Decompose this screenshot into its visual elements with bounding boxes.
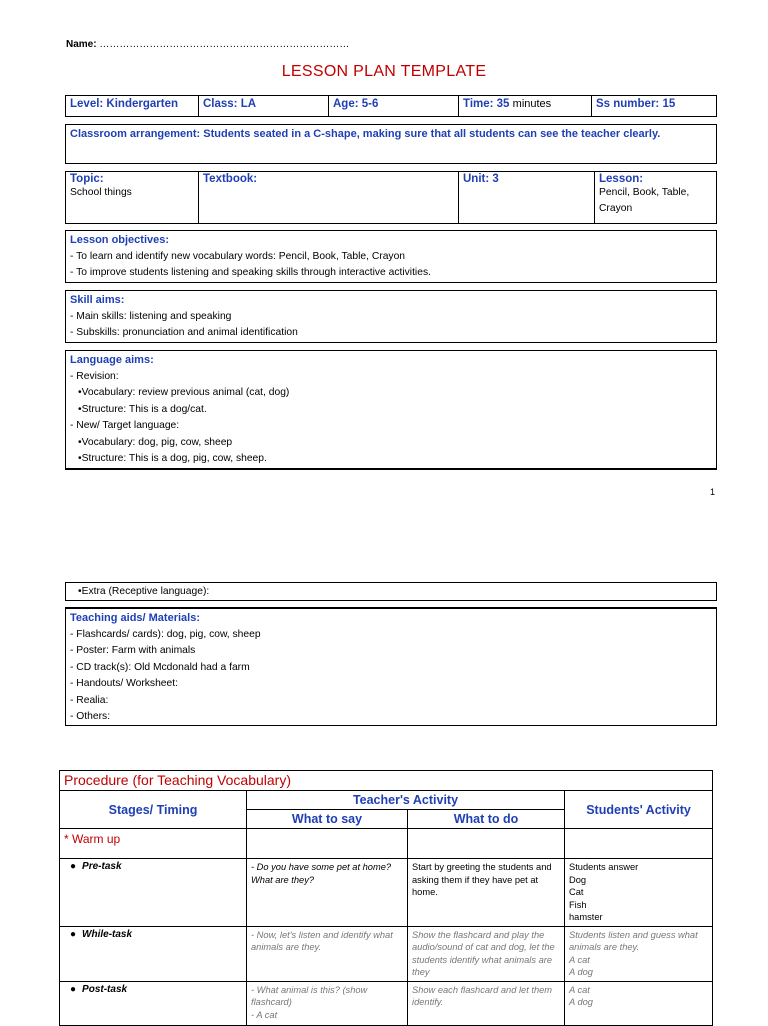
ss-number-cell: Ss number: 15 bbox=[596, 98, 676, 110]
unit-cell bbox=[459, 172, 595, 223]
info-row bbox=[65, 95, 717, 117]
language-aims-box bbox=[65, 350, 717, 470]
do-cell: Start by greeting the students and asking them if they have pet at home. bbox=[408, 859, 565, 927]
students-cell bbox=[565, 981, 713, 1025]
revision-vocab: •Vocabulary: review previous animal (cat, dog) bbox=[78, 387, 290, 398]
material-item: - Poster: Farm with animals bbox=[70, 645, 196, 656]
new-target-label: - New/ Target language: bbox=[70, 420, 180, 431]
level-cell: Level: Kindergarten bbox=[66, 96, 199, 116]
students-cell bbox=[565, 859, 713, 927]
classroom-box bbox=[65, 124, 717, 164]
extra-item: •Extra (Receptive language): bbox=[78, 586, 210, 597]
skill-item: - Main skills: listening and speaking bbox=[70, 310, 232, 322]
time-unit: minutes bbox=[512, 98, 552, 110]
textbook-cell bbox=[199, 172, 459, 223]
language-aims-label: Language aims: bbox=[70, 354, 154, 366]
material-item: - CD track(s): Old Mcdonald had a farm bbox=[70, 661, 250, 673]
do-cell: Show the flashcard and play the audio/sound of cat and dog, let the students identify what animals are they bbox=[408, 926, 565, 981]
say-line: - What animal is this? (show flashcard) bbox=[251, 984, 368, 1007]
revision-vocab-text: Vocabulary: review previous animal (cat, dog) bbox=[81, 387, 290, 398]
table-row bbox=[60, 926, 713, 981]
skill-aims-label: Skill aims: bbox=[70, 294, 125, 306]
lesson-cell bbox=[595, 172, 716, 223]
stage-cell: ● Post-task bbox=[60, 981, 247, 1025]
time-cell bbox=[459, 96, 592, 116]
textbook-label: Textbook: bbox=[203, 173, 258, 185]
student-line: A cat bbox=[569, 954, 590, 965]
student-line: Students answer bbox=[569, 862, 639, 872]
student-line: A dog bbox=[569, 997, 593, 1007]
lesson-value: Pencil, Book, Table, Crayon bbox=[599, 187, 690, 214]
topic-value: School things bbox=[70, 187, 132, 198]
materials-box bbox=[65, 607, 717, 726]
students-cell bbox=[565, 926, 713, 981]
revision-structure: •Structure: This is a dog/cat. bbox=[78, 403, 207, 415]
material-item: - Flashcards/ cards): dog, pig, cow, sheep bbox=[70, 628, 261, 640]
stages-header: Stages/ Timing bbox=[60, 791, 247, 829]
stage-label: While-task bbox=[82, 928, 133, 940]
revision-structure-text: Structure: This is a dog/cat. bbox=[81, 403, 207, 415]
student-line: hamster bbox=[569, 912, 603, 922]
what-to-do-header: What to do bbox=[408, 810, 565, 829]
teacher-activity-header: Teacher's Activity bbox=[247, 791, 565, 810]
revision-label: - Revision: bbox=[70, 370, 119, 382]
student-line: Students listen and guess what animals are they. bbox=[569, 929, 698, 952]
class-cell: Class: LA bbox=[199, 96, 329, 116]
classroom-arrangement: Classroom arrangement: Students seated in a C-shape, making sure that all students can see the teacher clearly. bbox=[70, 128, 661, 140]
name-dots: ………………………………………………………………… bbox=[99, 39, 350, 50]
materials-label: Teaching aids/ Materials: bbox=[70, 612, 201, 624]
new-structure: •Structure: This is a dog, pig, cow, sheep. bbox=[78, 453, 267, 464]
new-vocab-text: Vocabulary: dog, pig, cow, sheep bbox=[81, 436, 233, 448]
objectives-box bbox=[65, 230, 717, 283]
do-cell: Show each flashcard and let them identify. bbox=[408, 981, 565, 1025]
table-row bbox=[60, 981, 713, 1025]
say-cell: - Now, let's listen and identify what animals are they. bbox=[247, 926, 408, 981]
unit-label: Unit: 3 bbox=[463, 173, 499, 185]
lesson-label: Lesson: bbox=[599, 173, 644, 185]
procedure-table bbox=[59, 770, 712, 1026]
material-item: - Handouts/ Worksheet: bbox=[70, 678, 178, 689]
student-line: Cat bbox=[569, 887, 584, 897]
extra-text: Extra (Receptive language): bbox=[81, 586, 210, 597]
page-title: LESSON PLAN TEMPLATE bbox=[281, 63, 487, 80]
student-line: Fish bbox=[569, 899, 587, 910]
topic-cell bbox=[66, 172, 199, 223]
material-item: - Realia: bbox=[70, 694, 109, 706]
stage-label: Pre-task bbox=[82, 861, 122, 872]
skill-aims-box bbox=[65, 290, 717, 343]
objective-item: - To learn and identify new vocabulary words: Pencil, Book, Table, Crayon bbox=[70, 250, 406, 262]
time-label: Time: 35 bbox=[463, 98, 510, 110]
stage-label: Post-task bbox=[82, 983, 128, 995]
table-row bbox=[60, 859, 713, 927]
skill-item: - Subskills: pronunciation and animal identification bbox=[70, 327, 298, 338]
objective-item: - To improve students listening and speaking skills through interactive activities. bbox=[70, 267, 431, 278]
stage-cell: ● Pre-task bbox=[60, 859, 247, 927]
page-number: 1 bbox=[710, 487, 716, 497]
material-item: - Others: bbox=[70, 711, 111, 722]
stage-cell: ● While-task bbox=[60, 926, 247, 981]
say-line: - A cat bbox=[251, 1009, 278, 1020]
what-to-say-header: What to say bbox=[247, 810, 408, 829]
topic-label: Topic: bbox=[70, 173, 104, 185]
say-cell bbox=[247, 981, 408, 1025]
name-label: Name: bbox=[66, 39, 97, 50]
student-line: Dog bbox=[569, 874, 587, 885]
say-cell: - Do you have some pet at home? What are they? bbox=[247, 859, 408, 927]
student-line: A cat bbox=[569, 984, 590, 995]
new-vocab: •Vocabulary: dog, pig, cow, sheep bbox=[78, 436, 233, 448]
extra-box bbox=[65, 582, 717, 601]
new-structure-text: Structure: This is a dog, pig, cow, sheep. bbox=[81, 453, 267, 464]
student-line: A dog bbox=[569, 967, 593, 977]
students-activity-header: Students' Activity bbox=[565, 791, 713, 829]
name-line bbox=[66, 39, 349, 50]
age-cell: Age: 5-6 bbox=[329, 96, 459, 116]
procedure-title: Procedure (for Teaching Vocabulary) bbox=[60, 771, 713, 791]
objectives-label: Lesson objectives: bbox=[70, 234, 170, 246]
topic-row bbox=[65, 171, 717, 224]
warm-up-label: * Warm up bbox=[60, 829, 247, 859]
